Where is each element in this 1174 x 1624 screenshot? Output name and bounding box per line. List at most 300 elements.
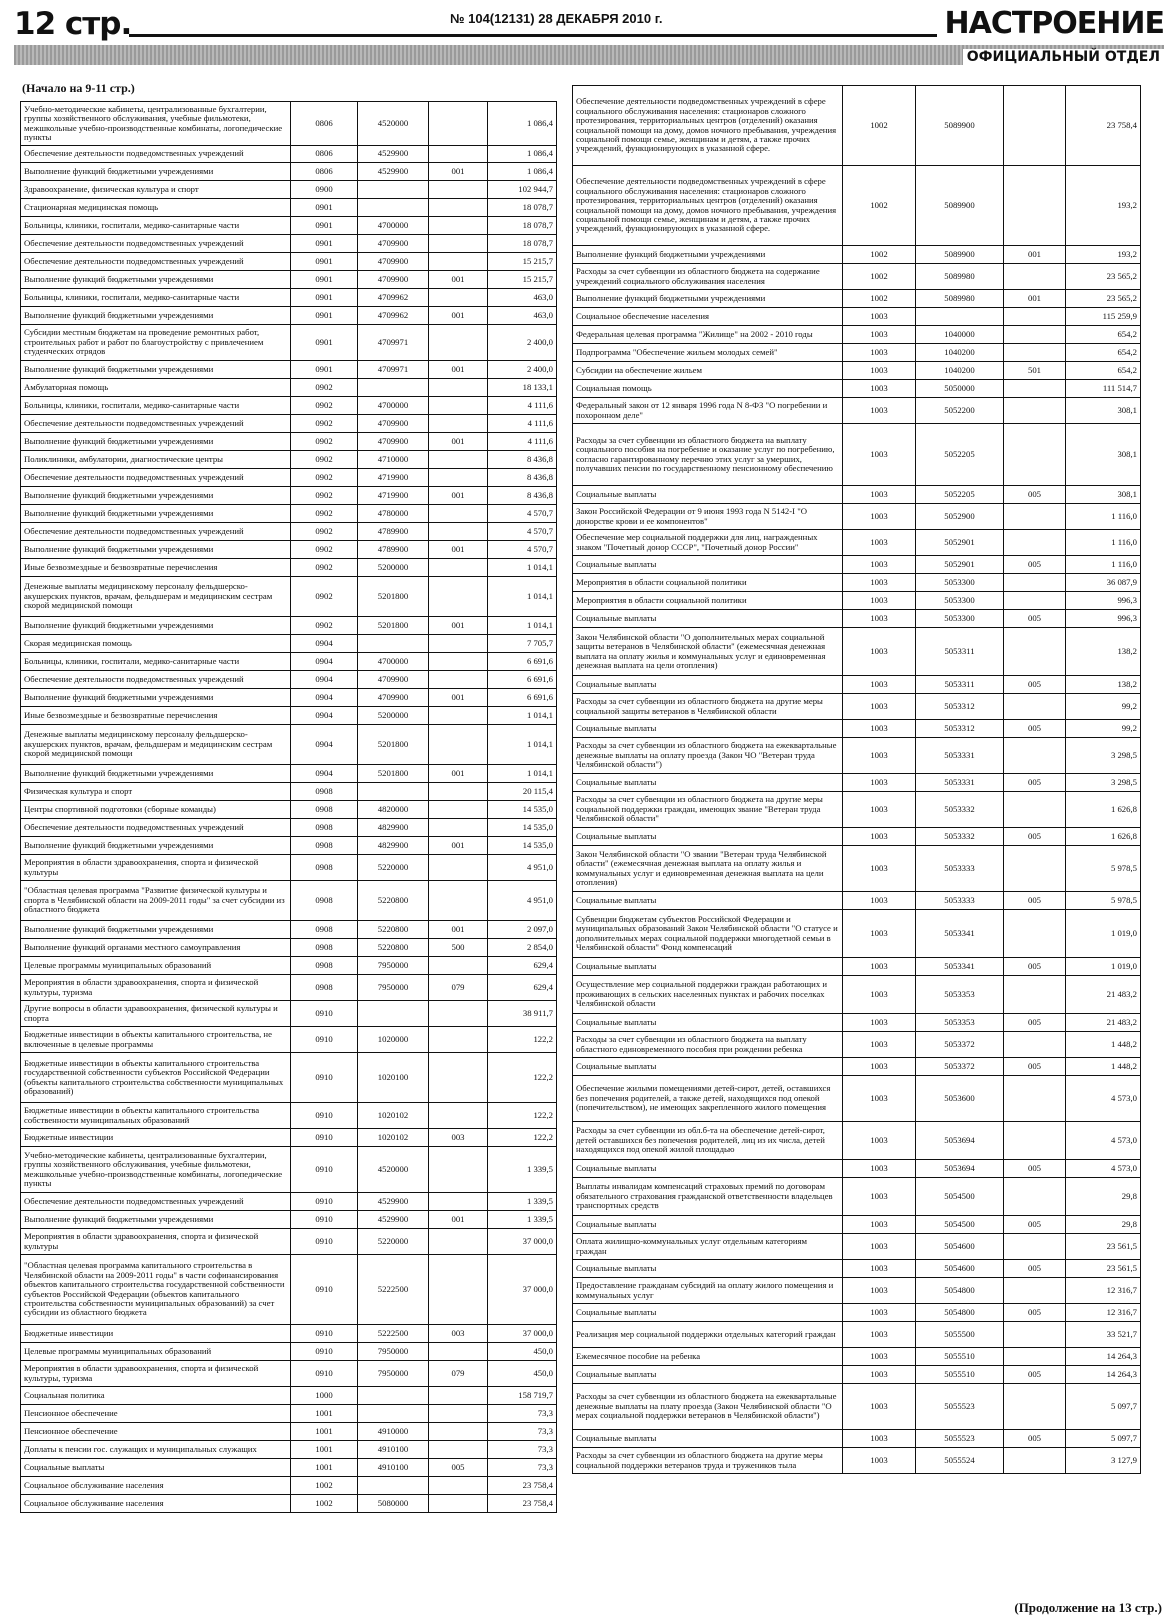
table-row [573,1032,1141,1058]
section-code-cell: 0806 [291,146,358,163]
amount-cell: 4 951,0 [488,881,557,921]
expense-type-cell [429,451,488,469]
amount-cell: 1 014,1 [488,765,557,783]
target-article-cell: 4709900 [358,671,429,689]
target-article-cell [358,181,429,199]
item-name-cell: Выполнение функций бюджетными учреждениями [573,290,843,308]
item-name-cell: Обеспечение деятельности подведомственных учреждений [21,1193,291,1211]
table-row [21,1193,557,1211]
amount-cell: 4 573,0 [1066,1122,1141,1160]
amount-cell: 37 000,0 [488,1325,557,1343]
item-name-cell: Мероприятия в области здравоохранения, спорта и физической культуры [21,1229,291,1255]
expense-type-cell [429,379,488,397]
item-name-cell: Расходы за счет субвенции из областного бюджета на другие меры социальной защиты ветеранов в Челябинской области [573,694,843,720]
section-code-cell: 0902 [291,577,358,617]
target-article-cell: 4789900 [358,523,429,541]
expense-type-cell: 005 [429,1459,488,1477]
expense-type-cell [429,469,488,487]
target-article-cell: 5053332 [916,792,1004,828]
table-row [573,828,1141,846]
section-code-cell: 1003 [843,738,916,774]
expense-type-cell: 005 [1004,676,1066,694]
section-code-cell: 0908 [291,837,358,855]
item-name-cell: Амбулаторная помощь [21,379,291,397]
table-row [21,939,557,957]
item-name-cell: Социальные выплаты [21,1459,291,1477]
amount-cell: 6 691,6 [488,653,557,671]
item-name-cell: Выполнение функций органами местного самоуправления [21,939,291,957]
target-article-cell: 5053312 [916,720,1004,738]
section-code-cell: 1003 [843,720,916,738]
expense-type-cell [1004,976,1066,1014]
target-article-cell: 5055523 [916,1384,1004,1430]
target-article-cell: 5089980 [916,264,1004,290]
section-code-cell: 0901 [291,307,358,325]
table-row [21,921,557,939]
section-code-cell: 0902 [291,523,358,541]
amount-cell: 20 115,4 [488,783,557,801]
table-row [573,1322,1141,1348]
target-article-cell: 1040000 [916,326,1004,344]
amount-cell: 1 116,0 [1066,530,1141,556]
item-name-cell: "Областная целевая программа капитального строительства в Челябинской области на 2009-2011 годы" в части софинансирования объектов капитального строительства государственной собственности субъектов Российской Федерации (объектов капитального строительства собственности муниципальных образований) за счет субсидии из областного бюджета [21,1255,291,1325]
expense-type-cell [1004,380,1066,398]
section-code-cell: 0910 [291,1255,358,1325]
amount-cell: 2 097,0 [488,921,557,939]
expense-type-cell [1004,86,1066,166]
table-row [21,253,557,271]
amount-cell: 8 436,8 [488,451,557,469]
amount-cell: 23 758,4 [488,1477,557,1495]
expense-type-cell [429,102,488,146]
table-row [21,855,557,881]
expense-type-cell [429,1229,488,1255]
amount-cell: 99,2 [1066,720,1141,738]
expense-type-cell: 005 [1004,1366,1066,1384]
section-code-cell: 1003 [843,1430,916,1448]
table-row [21,801,557,819]
expense-type-cell [1004,738,1066,774]
expense-type-cell [429,881,488,921]
target-article-cell: 5053300 [916,592,1004,610]
target-article-cell: 5052901 [916,556,1004,574]
item-name-cell: Социальные выплаты [573,1260,843,1278]
amount-cell: 138,2 [1066,628,1141,676]
expense-type-cell [1004,694,1066,720]
expense-type-cell: 005 [1004,774,1066,792]
target-article-cell: 5080000 [358,1495,429,1513]
section-code-cell: 1003 [843,308,916,326]
item-name-cell: Пенсионное обеспечение [21,1423,291,1441]
item-name-cell: Обеспечение деятельности подведомственных учреждений [21,671,291,689]
amount-cell: 8 436,8 [488,487,557,505]
section-code-cell: 0806 [291,102,358,146]
item-name-cell: Больницы, клиники, госпитали, медико-санитарные части [21,653,291,671]
expense-type-cell [429,1343,488,1361]
table-row [573,1014,1141,1032]
amount-cell: 122,2 [488,1103,557,1129]
item-name-cell: Социальные выплаты [573,486,843,504]
item-name-cell: Социальные выплаты [573,676,843,694]
table-row [573,976,1141,1014]
item-name-cell: Выполнение функций бюджетными учреждениями [21,837,291,855]
section-code-cell: 0901 [291,271,358,289]
amount-cell: 4 573,0 [1066,1160,1141,1178]
table-row [21,1343,557,1361]
item-name-cell: Учебно-методические кабинеты, централизованные бухгалтерии, группы хозяйственного обслуживания, учебные фильмотеки, межшкольные учебно-производственные комбинаты, логопедические пункты [21,102,291,146]
table-row [21,1325,557,1343]
expense-type-cell [429,523,488,541]
item-name-cell: Иные безвозмездные и безвозвратные перечисления [21,707,291,725]
section-code-cell: 1002 [843,264,916,290]
section-code-cell: 1003 [843,1178,916,1216]
amount-cell: 23 758,4 [1066,86,1141,166]
section-code-cell: 0902 [291,433,358,451]
table-row [21,523,557,541]
item-name-cell: Выполнение функций бюджетными учреждениями [21,921,291,939]
section-code-cell: 1003 [843,1448,916,1474]
amount-cell: 3 298,5 [1066,774,1141,792]
item-name-cell: Бюджетные инвестиции в объекты капитального строительства, не включенные в целевые программы [21,1027,291,1053]
amount-cell: 193,2 [1066,246,1141,264]
item-name-cell: Обеспечение жилыми помещениями детей-сирот, детей, оставшихся без попечения родителей, а также детей, находящихся под опекой (попечительством), не имеющих закрепленного жилого помещения [573,1076,843,1122]
item-name-cell: Обеспечение деятельности подведомственных учреждений [21,146,291,163]
amount-cell: 4 573,0 [1066,1076,1141,1122]
amount-cell: 1 116,0 [1066,504,1141,530]
target-article-cell: 4709900 [358,415,429,433]
amount-cell: 12 316,7 [1066,1278,1141,1304]
item-name-cell: Учебно-методические кабинеты, централизованные бухгалтерии, группы хозяйственного обслуживания, учебные фильмотеки, межшкольные учебно-производственные комбинаты, логопедические пункты [21,1147,291,1193]
target-article-cell: 5054500 [916,1178,1004,1216]
target-article-cell: 5201800 [358,765,429,783]
section-code-cell: 1003 [843,1032,916,1058]
expense-type-cell: 005 [1004,486,1066,504]
item-name-cell: Социальная помощь [573,380,843,398]
table-row [21,146,557,163]
expense-type-cell [429,1255,488,1325]
table-row [21,1001,557,1027]
expense-type-cell [429,146,488,163]
target-article-cell: 4820000 [358,801,429,819]
table-row [573,1178,1141,1216]
amount-cell: 463,0 [488,289,557,307]
item-name-cell: Расходы за счет субвенции из областного бюджета на выплату областного единовременного пособия при рождении ребенка [573,1032,843,1058]
amount-cell: 1 626,8 [1066,792,1141,828]
expense-type-cell: 005 [1004,556,1066,574]
target-article-cell: 1020100 [358,1053,429,1103]
section-code-cell: 1001 [291,1441,358,1459]
table-row [21,1255,557,1325]
target-article-cell: 4829900 [358,837,429,855]
target-article-cell: 5220800 [358,881,429,921]
amount-cell: 5 978,5 [1066,892,1141,910]
expense-type-cell: 001 [429,433,488,451]
table-row [21,163,557,181]
table-row [573,398,1141,424]
section-code-cell: 1003 [843,326,916,344]
table-row [573,344,1141,362]
expense-type-cell: 079 [429,975,488,1001]
section-code-cell: 1003 [843,846,916,892]
amount-cell: 450,0 [488,1361,557,1387]
amount-cell: 115 259,9 [1066,308,1141,326]
expense-type-cell: 501 [1004,362,1066,380]
amount-cell: 6 691,6 [488,671,557,689]
section-code-cell: 1003 [843,774,916,792]
amount-cell: 1 086,4 [488,146,557,163]
amount-cell: 5 097,7 [1066,1430,1141,1448]
table-row [21,1441,557,1459]
target-article-cell: 4700000 [358,217,429,235]
section-code-cell: 1003 [843,574,916,592]
section-code-cell: 0910 [291,1361,358,1387]
expense-type-cell [1004,1322,1066,1348]
section-code-cell: 1003 [843,344,916,362]
section-code-cell: 0902 [291,415,358,433]
section-code-cell: 0904 [291,689,358,707]
table-row [573,264,1141,290]
target-article-cell: 4709900 [358,433,429,451]
item-name-cell: Целевые программы муниципальных образований [21,1343,291,1361]
item-name-cell: Бюджетные инвестиции в объекты капитального строительства государственной собственности субъектов Российской Федерации (объекты капитального строительства собственности муниципальных образований) [21,1053,291,1103]
expense-type-cell [429,1477,488,1495]
expense-type-cell: 005 [1004,1160,1066,1178]
amount-cell: 1 339,5 [488,1193,557,1211]
section-code-cell: 1003 [843,592,916,610]
table-row [21,433,557,451]
target-article-cell: 5220000 [358,1229,429,1255]
expense-type-cell [429,397,488,415]
expense-type-cell [1004,628,1066,676]
amount-cell: 1 626,8 [1066,828,1141,846]
expense-type-cell [429,819,488,837]
target-article-cell [358,783,429,801]
item-name-cell: Социальные выплаты [573,1216,843,1234]
section-code-cell: 1003 [843,1322,916,1348]
table-row [573,1058,1141,1076]
target-article-cell: 5053311 [916,628,1004,676]
expense-type-cell [1004,424,1066,486]
amount-cell: 73,3 [488,1423,557,1441]
section-code-cell: 1003 [843,1304,916,1322]
table-row [21,783,557,801]
target-article-cell: 5052205 [916,486,1004,504]
section-code-cell: 0908 [291,783,358,801]
table-row [21,1459,557,1477]
item-name-cell: Больницы, клиники, госпитали, медико-санитарные части [21,289,291,307]
amount-cell: 308,1 [1066,486,1141,504]
section-code-cell: 0908 [291,881,358,921]
target-article-cell: 7950000 [358,975,429,1001]
table-row [21,181,557,199]
table-row [573,424,1141,486]
expense-type-cell: 001 [429,307,488,325]
section-code-cell: 0902 [291,617,358,635]
target-article-cell: 4789900 [358,541,429,559]
section-code-cell: 0902 [291,469,358,487]
amount-cell: 6 691,6 [488,689,557,707]
table-row [21,1387,557,1405]
table-row [573,1448,1141,1474]
item-name-cell: Предоставление гражданам субсидий на оплату жилого помещения и коммунальных услуг [573,1278,843,1304]
target-article-cell: 5053311 [916,676,1004,694]
item-name-cell: Федеральный закон от 12 января 1996 года N 8-ФЗ "О погребении и похоронном деле" [573,398,843,424]
budget-table-right-body [573,86,1141,1474]
table-row [573,1384,1141,1430]
table-row [573,1260,1141,1278]
table-row [573,1122,1141,1160]
item-name-cell: Больницы, клиники, госпитали, медико-санитарные части [21,397,291,415]
section-code-cell: 0908 [291,957,358,975]
section-code-cell: 0904 [291,635,358,653]
amount-cell: 14 535,0 [488,801,557,819]
item-name-cell: Социальные выплаты [573,892,843,910]
item-name-cell: Выполнение функций бюджетными учреждениями [21,541,291,559]
expense-type-cell [1004,910,1066,958]
target-article-cell: 7950000 [358,957,429,975]
target-article-cell: 4719900 [358,469,429,487]
expense-type-cell [429,653,488,671]
budget-table-left [20,101,557,1513]
expense-type-cell [429,1193,488,1211]
item-name-cell: Мероприятия в области социальной политики [573,574,843,592]
amount-cell: 1 339,5 [488,1211,557,1229]
target-article-cell: 5201800 [358,725,429,765]
amount-cell: 73,3 [488,1405,557,1423]
expense-type-cell [429,1423,488,1441]
table-row [21,707,557,725]
table-row [21,653,557,671]
expense-type-cell [1004,1384,1066,1430]
item-name-cell: Выполнение функций бюджетными учреждениями [21,1211,291,1229]
table-row [21,487,557,505]
amount-cell: 629,4 [488,957,557,975]
section-code-cell: 1003 [843,828,916,846]
section-code-cell: 1001 [291,1405,358,1423]
table-row [573,1160,1141,1178]
amount-cell: 4 111,6 [488,415,557,433]
amount-cell: 18 078,7 [488,217,557,235]
target-article-cell: 5220000 [358,855,429,881]
table-row [573,1216,1141,1234]
item-name-cell: Социальные выплаты [573,828,843,846]
item-name-cell: Социальные выплаты [573,774,843,792]
table-row [21,1405,557,1423]
target-article-cell: 4709900 [358,235,429,253]
amount-cell: 14 264,3 [1066,1366,1141,1384]
item-name-cell: Социальные выплаты [573,958,843,976]
amount-cell: 14 264,3 [1066,1348,1141,1366]
amount-cell: 14 535,0 [488,819,557,837]
item-name-cell: Выполнение функций бюджетными учреждениями [21,689,291,707]
table-row [21,451,557,469]
section-code-cell: 0904 [291,707,358,725]
amount-cell: 23 565,2 [1066,290,1141,308]
section-code-cell: 1003 [843,958,916,976]
item-name-cell: Выполнение функций бюджетными учреждениями [21,765,291,783]
table-row [573,530,1141,556]
expense-type-cell [429,181,488,199]
expense-type-cell: 001 [429,541,488,559]
target-article-cell: 4910000 [358,1423,429,1441]
section-code-cell: 0908 [291,855,358,881]
section-code-cell: 1002 [291,1477,358,1495]
amount-cell: 996,3 [1066,592,1141,610]
item-name-cell: Субсидии на обеспечение жильем [573,362,843,380]
section-code-cell: 1003 [843,424,916,486]
section-code-cell: 0902 [291,541,358,559]
expense-type-cell: 001 [1004,290,1066,308]
section-code-cell: 0910 [291,1343,358,1361]
table-row [21,379,557,397]
expense-type-cell [429,559,488,577]
table-row [573,326,1141,344]
section-code-cell: 1003 [843,1384,916,1430]
continuation-start-note: (Начало на 9-11 стр.) [22,81,135,95]
section-code-cell: 1000 [291,1387,358,1405]
target-article-cell: 7950000 [358,1343,429,1361]
section-code-cell: 1003 [843,1122,916,1160]
section-code-cell: 1003 [843,1348,916,1366]
item-name-cell: Оплата жилищно-коммунальных услуг отдельным категориям граждан [573,1234,843,1260]
amount-cell: 37 000,0 [488,1255,557,1325]
section-code-cell: 0904 [291,725,358,765]
amount-cell: 1 014,1 [488,577,557,617]
target-article-cell: 4709900 [358,271,429,289]
item-name-cell: Обеспечение деятельности подведомственных учреждений в сфере социального обслуживания населения: стационаров сложного протезирования, территориальных центров (отделений) оказания социальной помощи на дому, домов ночного пребывания, учреждения социальной помощи семье, женщинам и детям, а также прочих учреждений, функционирующих в указанной сфере. [573,86,843,166]
table-row [21,1027,557,1053]
item-name-cell: Больницы, клиники, госпитали, медико-санитарные части [21,217,291,235]
amount-cell: 1 086,4 [488,163,557,181]
newspaper-logo: НАСТРОЕНИЕ [944,6,1164,41]
table-row [21,725,557,765]
section-code-cell: 0910 [291,1211,358,1229]
table-row [21,541,557,559]
section-code-cell: 1003 [843,628,916,676]
amount-cell: 102 944,7 [488,181,557,199]
expense-type-cell [1004,166,1066,246]
target-article-cell: 4709962 [358,307,429,325]
target-article-cell: 5053600 [916,1076,1004,1122]
item-name-cell: Субсидии местным бюджетам на проведение ремонтных работ, строительных работ и работ по благоустройству с привлечением студенческих отрядов [21,325,291,361]
section-code-cell: 1003 [843,486,916,504]
table-row [21,1495,557,1513]
table-row [21,837,557,855]
item-name-cell: Обеспечение деятельности подведомственных учреждений [21,523,291,541]
section-code-cell: 0900 [291,181,358,199]
expense-type-cell [1004,264,1066,290]
amount-cell: 111 514,7 [1066,380,1141,398]
amount-cell: 996,3 [1066,610,1141,628]
table-row [21,397,557,415]
target-article-cell: 4780000 [358,505,429,523]
item-name-cell: Закон Российской Федерации от 9 июня 1993 года N 5142-I "О донорстве крови и ее компонентов" [573,504,843,530]
target-article-cell: 1020102 [358,1103,429,1129]
amount-cell: 122,2 [488,1027,557,1053]
target-article-cell [916,308,1004,326]
expense-type-cell: 005 [1004,828,1066,846]
amount-cell: 122,2 [488,1129,557,1147]
section-code-cell: 0902 [291,487,358,505]
table-row [21,1361,557,1387]
table-row [573,592,1141,610]
target-article-cell: 5054600 [916,1260,1004,1278]
section-code-cell: 0901 [291,253,358,271]
table-row [21,819,557,837]
table-row [21,217,557,235]
target-article-cell: 5055523 [916,1430,1004,1448]
item-name-cell: Социальные выплаты [573,720,843,738]
